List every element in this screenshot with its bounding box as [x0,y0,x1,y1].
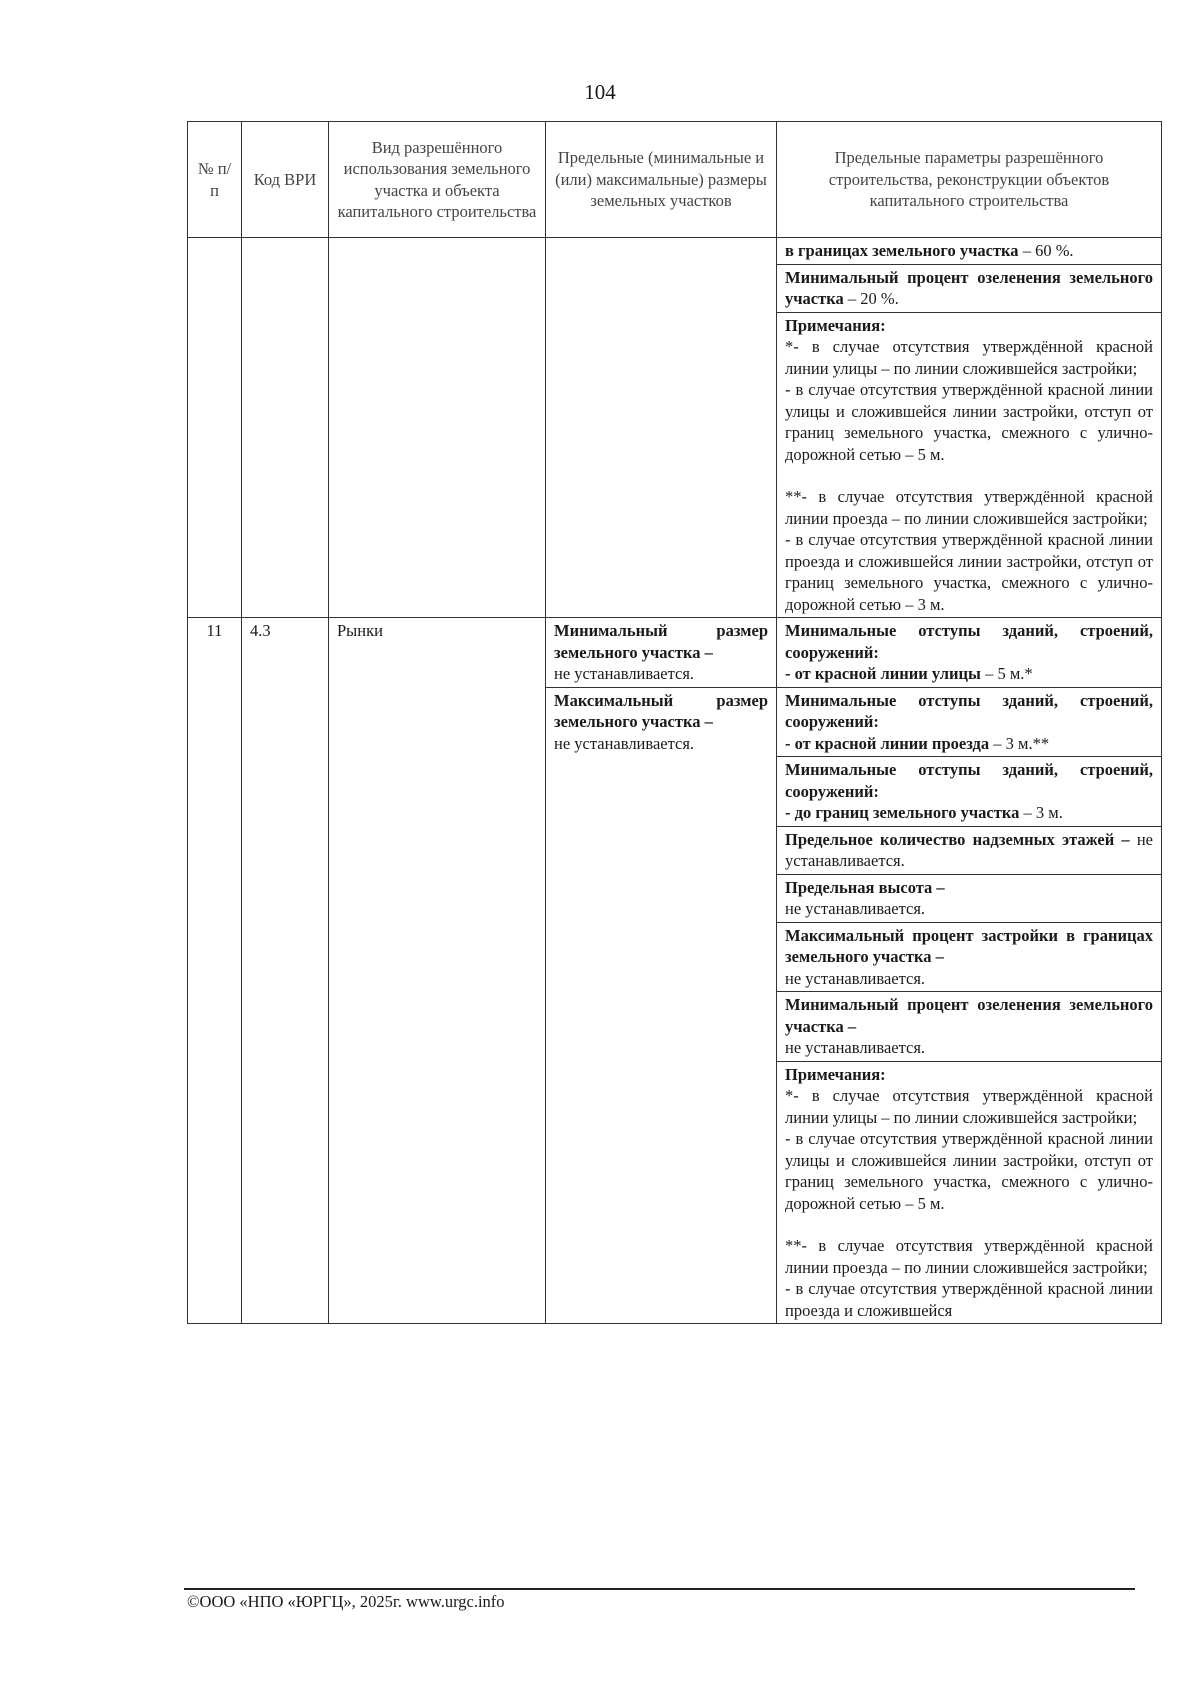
table-row [188,238,1162,265]
param-cell: Предельное количество надземных этажей – не устанавливается. [777,826,1162,874]
notes-cell: Примечания: *- в случае отсутствия утверждённой красной линии улицы – по линии сложившейся застройки; - в случае отсутствия утверждённой красной линии улицы и сложившейся линии застройки, отступ от границ земельного участка, смежного с улично-дорожной сетью – 5 м. **- в случае отсутствия утверждённой красной линии проезда – по линии сложившейся застройки; - в случае отсутствия утверждённой красной линии проезда и сложившейся линии застройки, отступ от границ земельного участка, смежного с улично-дорожной сетью – 3 м. [777,312,1162,618]
notes-cell: Примечания: *- в случае отсутствия утверждённой красной линии улицы – по линии сложившейся застройки; - в случае отсутствия утверждённой красной линии улицы и сложившейся линии застройки, отступ от границ земельного участка, смежного с улично-дорожной сетью – 5 м. **- в случае отсутствия утверждённой красной линии проезда – по линии сложившейся застройки; - в случае отсутствия утверждённой красной линии проезда и сложившейся [777,1061,1162,1324]
table-header-row [188,122,1162,238]
page-number: 104 [584,80,616,104]
param-cell: Максимальный процент застройки в границах земельного участка – не устанавливается. [777,922,1162,992]
footer-copyright: ©ООО «НПО «ЮРГЦ», 2025г. www.urgc.info [187,1592,505,1611]
header-num: № п/п [188,122,242,238]
param-cell: Минимальные отступы зданий, строений, сооружений: - от красной линии улицы – 5 м.* [777,618,1162,688]
param-cell: Минимальные отступы зданий, строений, сооружений: - от красной линии проезда – 3 м.** [777,687,1162,757]
header-size: Предельные (минимальные и (или) максимальные) размеры земельных участков [546,122,777,238]
header-code: Код ВРИ [242,122,329,238]
zoning-table [187,121,1162,1324]
footer-divider [184,1588,1135,1590]
param-cell: Минимальные отступы зданий, строений, сооружений: - до границ земельного участка – 3 м. [777,757,1162,827]
table-row [188,618,1162,688]
param-cell: Предельная высота – не устанавливается. [777,874,1162,922]
row-code: 4.3 [242,618,329,1324]
param-cell: Минимальный процент озеленения земельного участка – не устанавливается. [777,992,1162,1062]
size-max-cell: Максимальный размер земельного участка – не устанавливается. [546,687,777,1324]
size-min-cell: Минимальный размер земельного участка – не устанавливается. [546,618,777,688]
param-cell: в границах земельного участка – 60 %. [777,238,1162,265]
row-number: 11 [188,618,242,1324]
param-cell: Минимальный процент озеленения земельного участка – 20 %. [777,264,1162,312]
row-vri: Рынки [329,618,546,1324]
header-params: Предельные параметры разрешённого строительства, реконструкции объектов капитального строительства [777,122,1162,238]
header-vri: Вид разрешённого использования земельного участка и объекта капитального строительства [329,122,546,238]
